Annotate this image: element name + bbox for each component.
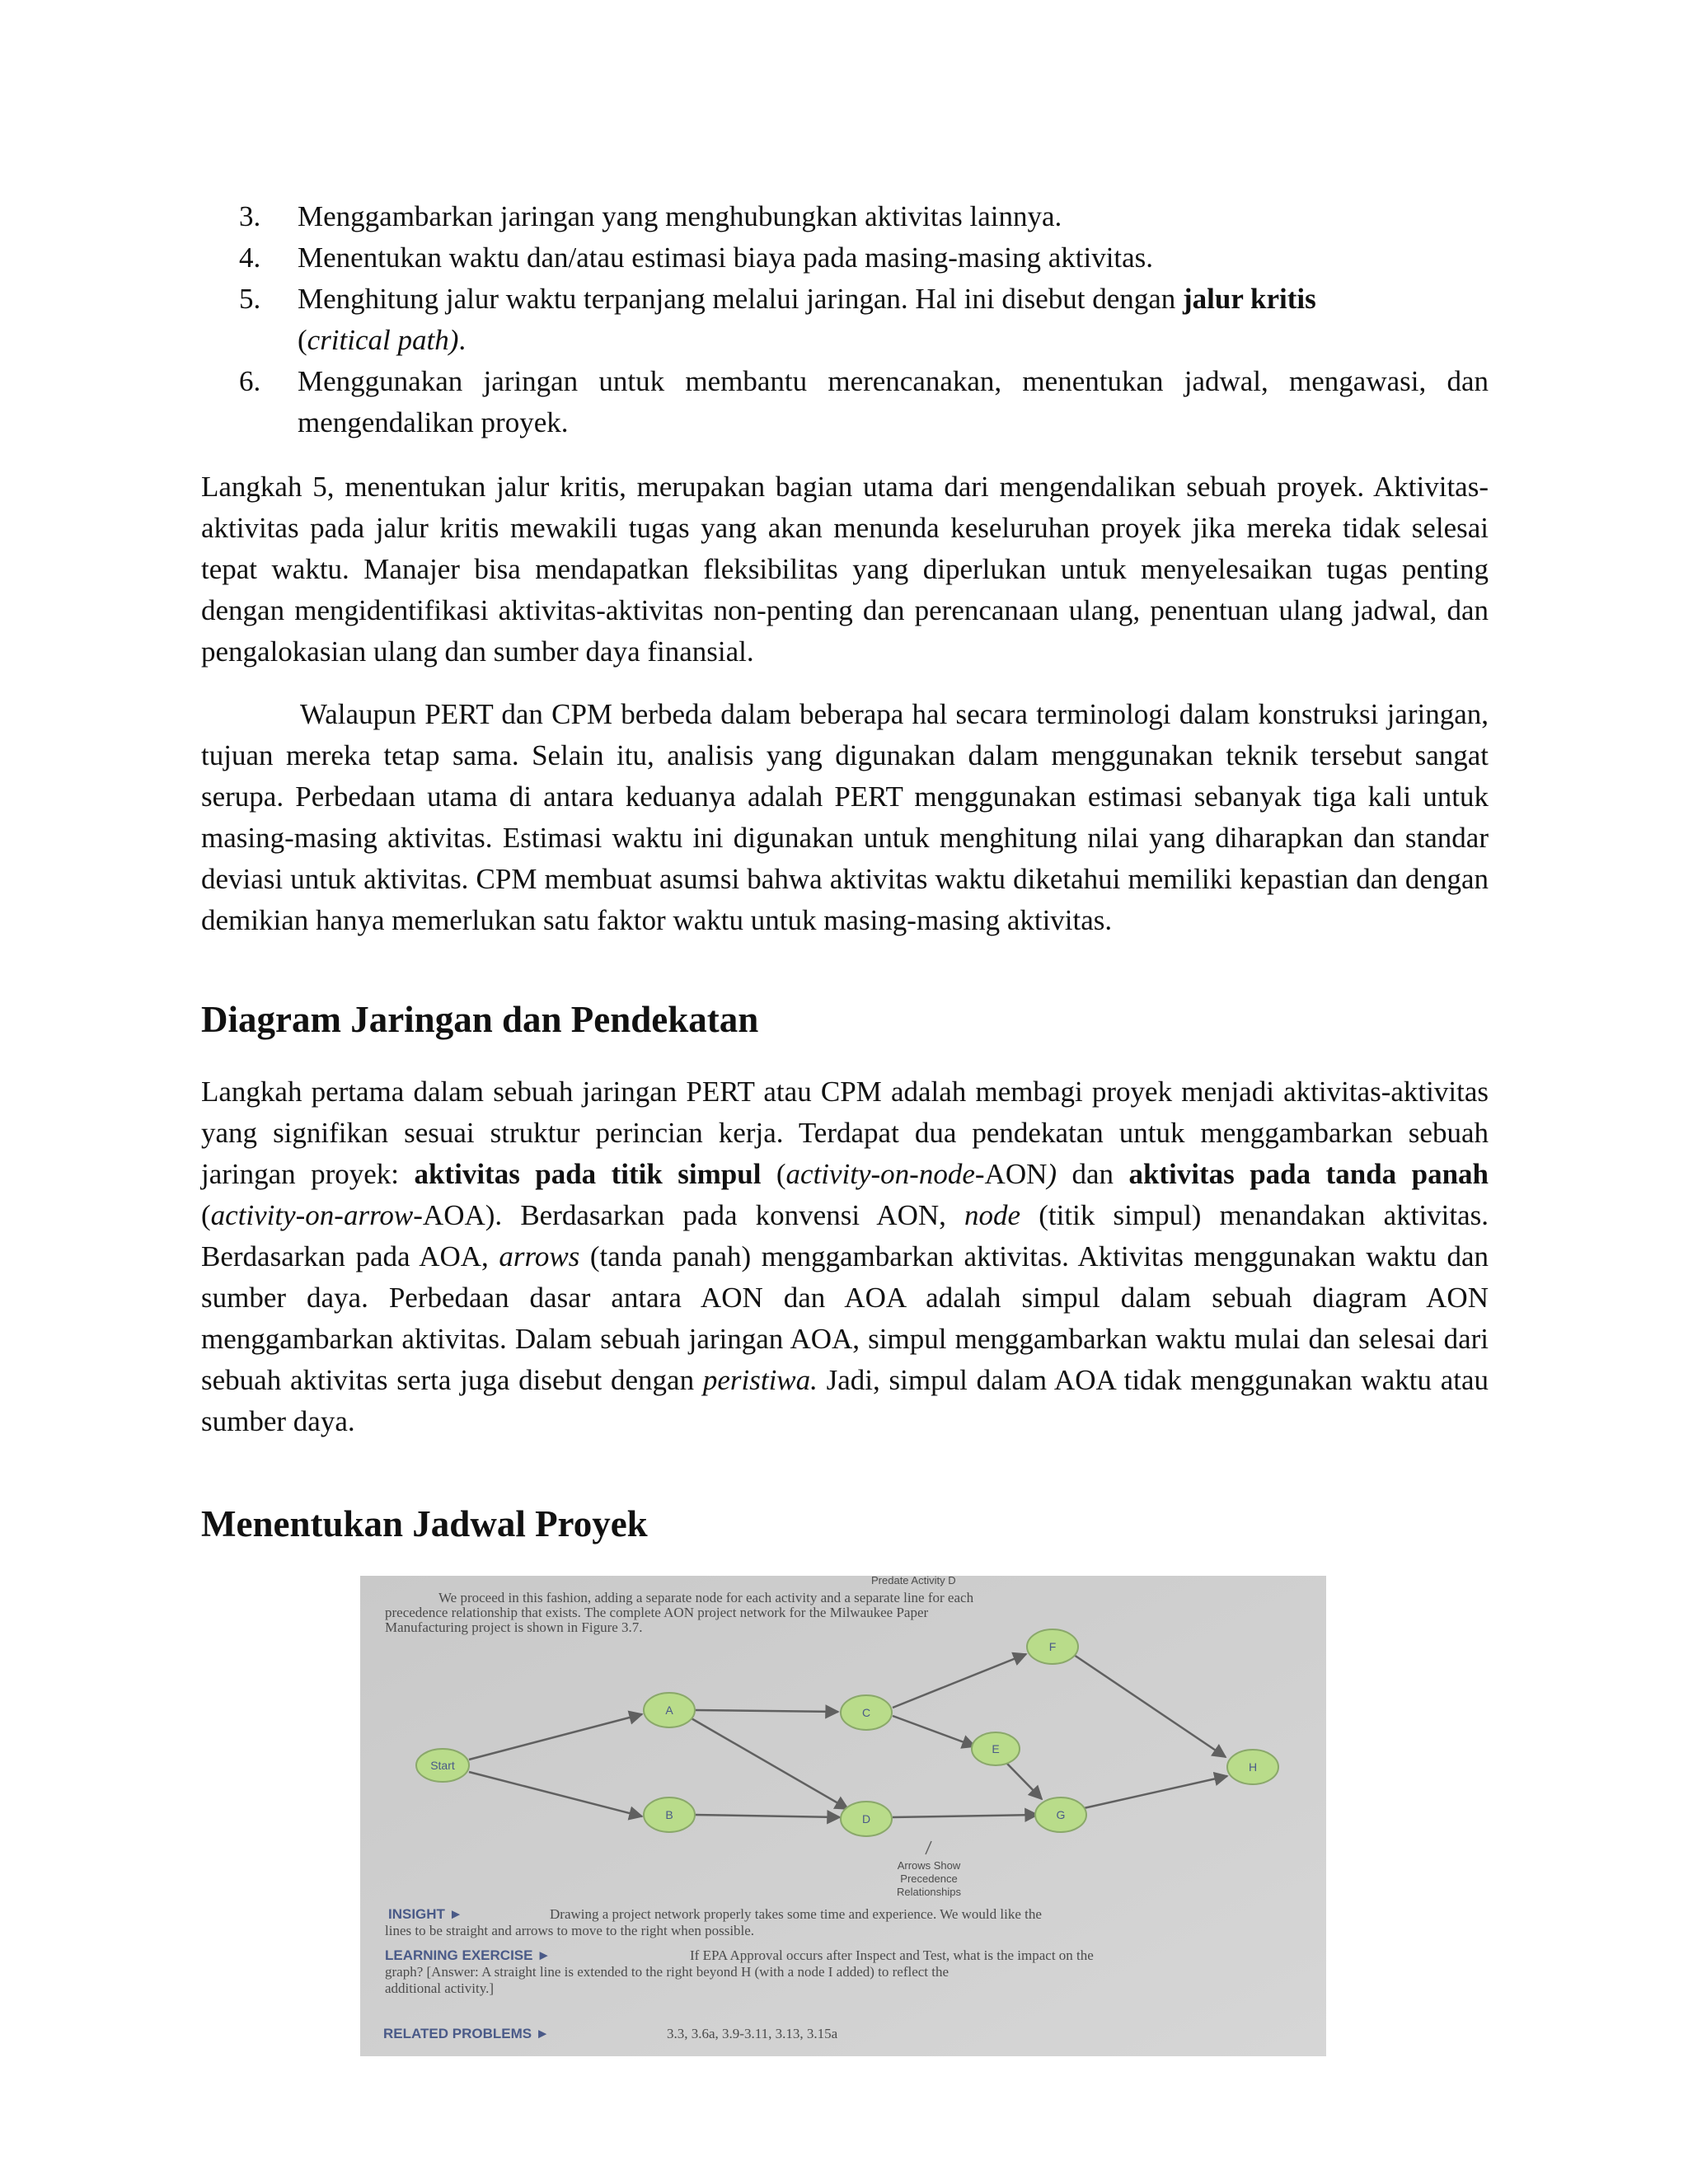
list-text: Menghitung jalur waktu terpanjang melalui jaringan. Hal ini disebut dengan jalur kritis (critical path). <box>298 283 1316 356</box>
figure-intro-line: We proceed in this fashion, adding a separate node for each activity and a separate line for each <box>438 1590 974 1605</box>
node-label: H <box>1248 1760 1258 1774</box>
paragraph-critical-path: Langkah 5, menentukan jalur kritis, merupakan bagian utama dari mengendalikan sebuah proyek. Aktivitas-aktivitas pada jalur kritis mewakili tugas yang akan menunda keseluruhan proyek jika mereka tidak selesai tepat waktu. Manajer bisa mendapatkan fleksibilitas yang diperlukan untuk menyelesaikan tugas penting dengan mengidentifikasi aktivitas-aktivitas non-penting dan perencanaan ulang, penentuan ulang jadwal, dan pengalokasian ulang dan sumber daya finansial. <box>201 471 1489 668</box>
insight-text: Drawing a project network properly takes some time and experience. We would like the <box>550 1906 1042 1922</box>
list-text: Menggunakan jaringan untuk membantu merencanakan, menentukan jadwal, mengawasi, dan mengendalikan proyek. <box>298 365 1489 438</box>
node-label: E <box>992 1742 1000 1755</box>
figure-intro-line: Manufacturing project is shown in Figure 3.7. <box>385 1619 643 1635</box>
node-label: Start <box>430 1759 455 1772</box>
heading-project-schedule: Menentukan Jadwal Proyek <box>201 1503 648 1544</box>
node-label: F <box>1048 1640 1057 1653</box>
aon-network-figure <box>360 1576 1326 2056</box>
node-label: A <box>665 1704 673 1717</box>
insight-label: INSIGHT ► <box>388 1906 463 1922</box>
figure-intro-line: precedence relationship that exists. The complete AON project network for the Milwaukee Paper <box>385 1605 929 1620</box>
list-number: 4. <box>239 241 261 274</box>
list-number: 5. <box>239 283 261 315</box>
learning-exercise-text: graph? [Answer: A straight line is extended to the right beyond H (with a node I added) to reflect the <box>385 1964 950 1980</box>
list-text: Menentukan waktu dan/atau estimasi biaya pada masing-masing aktivitas. <box>298 241 1154 274</box>
heading-network-diagram: Diagram Jaringan dan Pendekatan <box>201 999 759 1040</box>
arrow-note-line: Relationships <box>896 1886 962 1898</box>
paragraph-pert-cpm: Walaupun PERT dan CPM berbeda dalam beberapa hal secara terminologi dalam konstruksi jaringan, tujuan mereka tetap sama. Selain itu, analisis yang digunakan dalam menggunakan teknik tersebut sangat serupa. Perbedaan utama di antara keduanya adalah PERT menggunakan estimasi sebanyak tiga kali untuk masing-masing aktivitas. Estimasi waktu ini digunakan untuk menghitung nilai yang diharapkan dan standar deviasi untuk aktivitas. CPM membuat asumsi bahwa aktivitas waktu diketahui memiliki kepastian dan dengan demikian hanya memerlukan satu faktor waktu untuk masing-masing aktivitas. <box>201 698 1489 936</box>
node-label: G <box>1056 1808 1066 1821</box>
aon-network-photo <box>360 1576 1326 2056</box>
related-problems-label: RELATED PROBLEMS ► <box>383 2026 550 2041</box>
arrow-note-line: Precedence <box>900 1872 958 1885</box>
list-number: 6. <box>239 365 261 397</box>
learning-exercise-label: LEARNING EXERCISE ► <box>385 1947 551 1963</box>
related-problems-text: 3.3, 3.6a, 3.9-3.11, 3.13, 3.15a <box>667 2026 838 2041</box>
node-label: D <box>861 1812 871 1825</box>
node-label: C <box>861 1706 871 1719</box>
learning-exercise-text: If EPA Approval occurs after Inspect and Test, what is the impact on the <box>690 1947 1094 1963</box>
insight-text: lines to be straight and arrows to move to the right when possible. <box>385 1923 755 1938</box>
list-number: 3. <box>239 200 261 232</box>
node-label: B <box>665 1808 673 1821</box>
arrow-note <box>897 1859 962 1898</box>
figure-top-caption: Predate Activity D <box>871 1576 956 1586</box>
paragraph-aon-aoa: Langkah pertama dalam sebuah jaringan PERT atau CPM adalah membagi proyek menjadi aktivitas-aktivitas yang signifikan sesuai struktur perincian kerja. Terdapat dua pendekatan untuk menggambarkan sebuah jaringan proyek: aktivitas pada titik simpul (activity-on-node-AON) dan aktivitas pada tanda panah (activity-on-arrow-AOA). Berdasarkan pada konvensi AON, node (titik simpul) menandakan aktivitas. Berdasarkan pada AOA, arrows (tanda panah) menggambarkan aktivitas. Aktivitas menggunakan waktu dan sumber daya. Perbedaan dasar antara AON dan AOA adalah simpul dalam sebuah diagram AON menggambarkan aktivitas. Dalam sebuah jaringan AOA, simpul menggambarkan waktu mulai dan selesai dari sebuah aktivitas serta juga disebut dengan peristiwa. Jadi, simpul dalam AOA tidak menggunakan waktu atau sumber daya. <box>201 1076 1489 1437</box>
list-text: Menggambarkan jaringan yang menghubungkan aktivitas lainnya. <box>298 200 1062 232</box>
learning-exercise-text: additional activity.] <box>385 1980 495 1996</box>
arrow-note-line: Arrows Show <box>897 1859 961 1872</box>
term-critical-path: jalur kritis <box>1183 283 1316 315</box>
